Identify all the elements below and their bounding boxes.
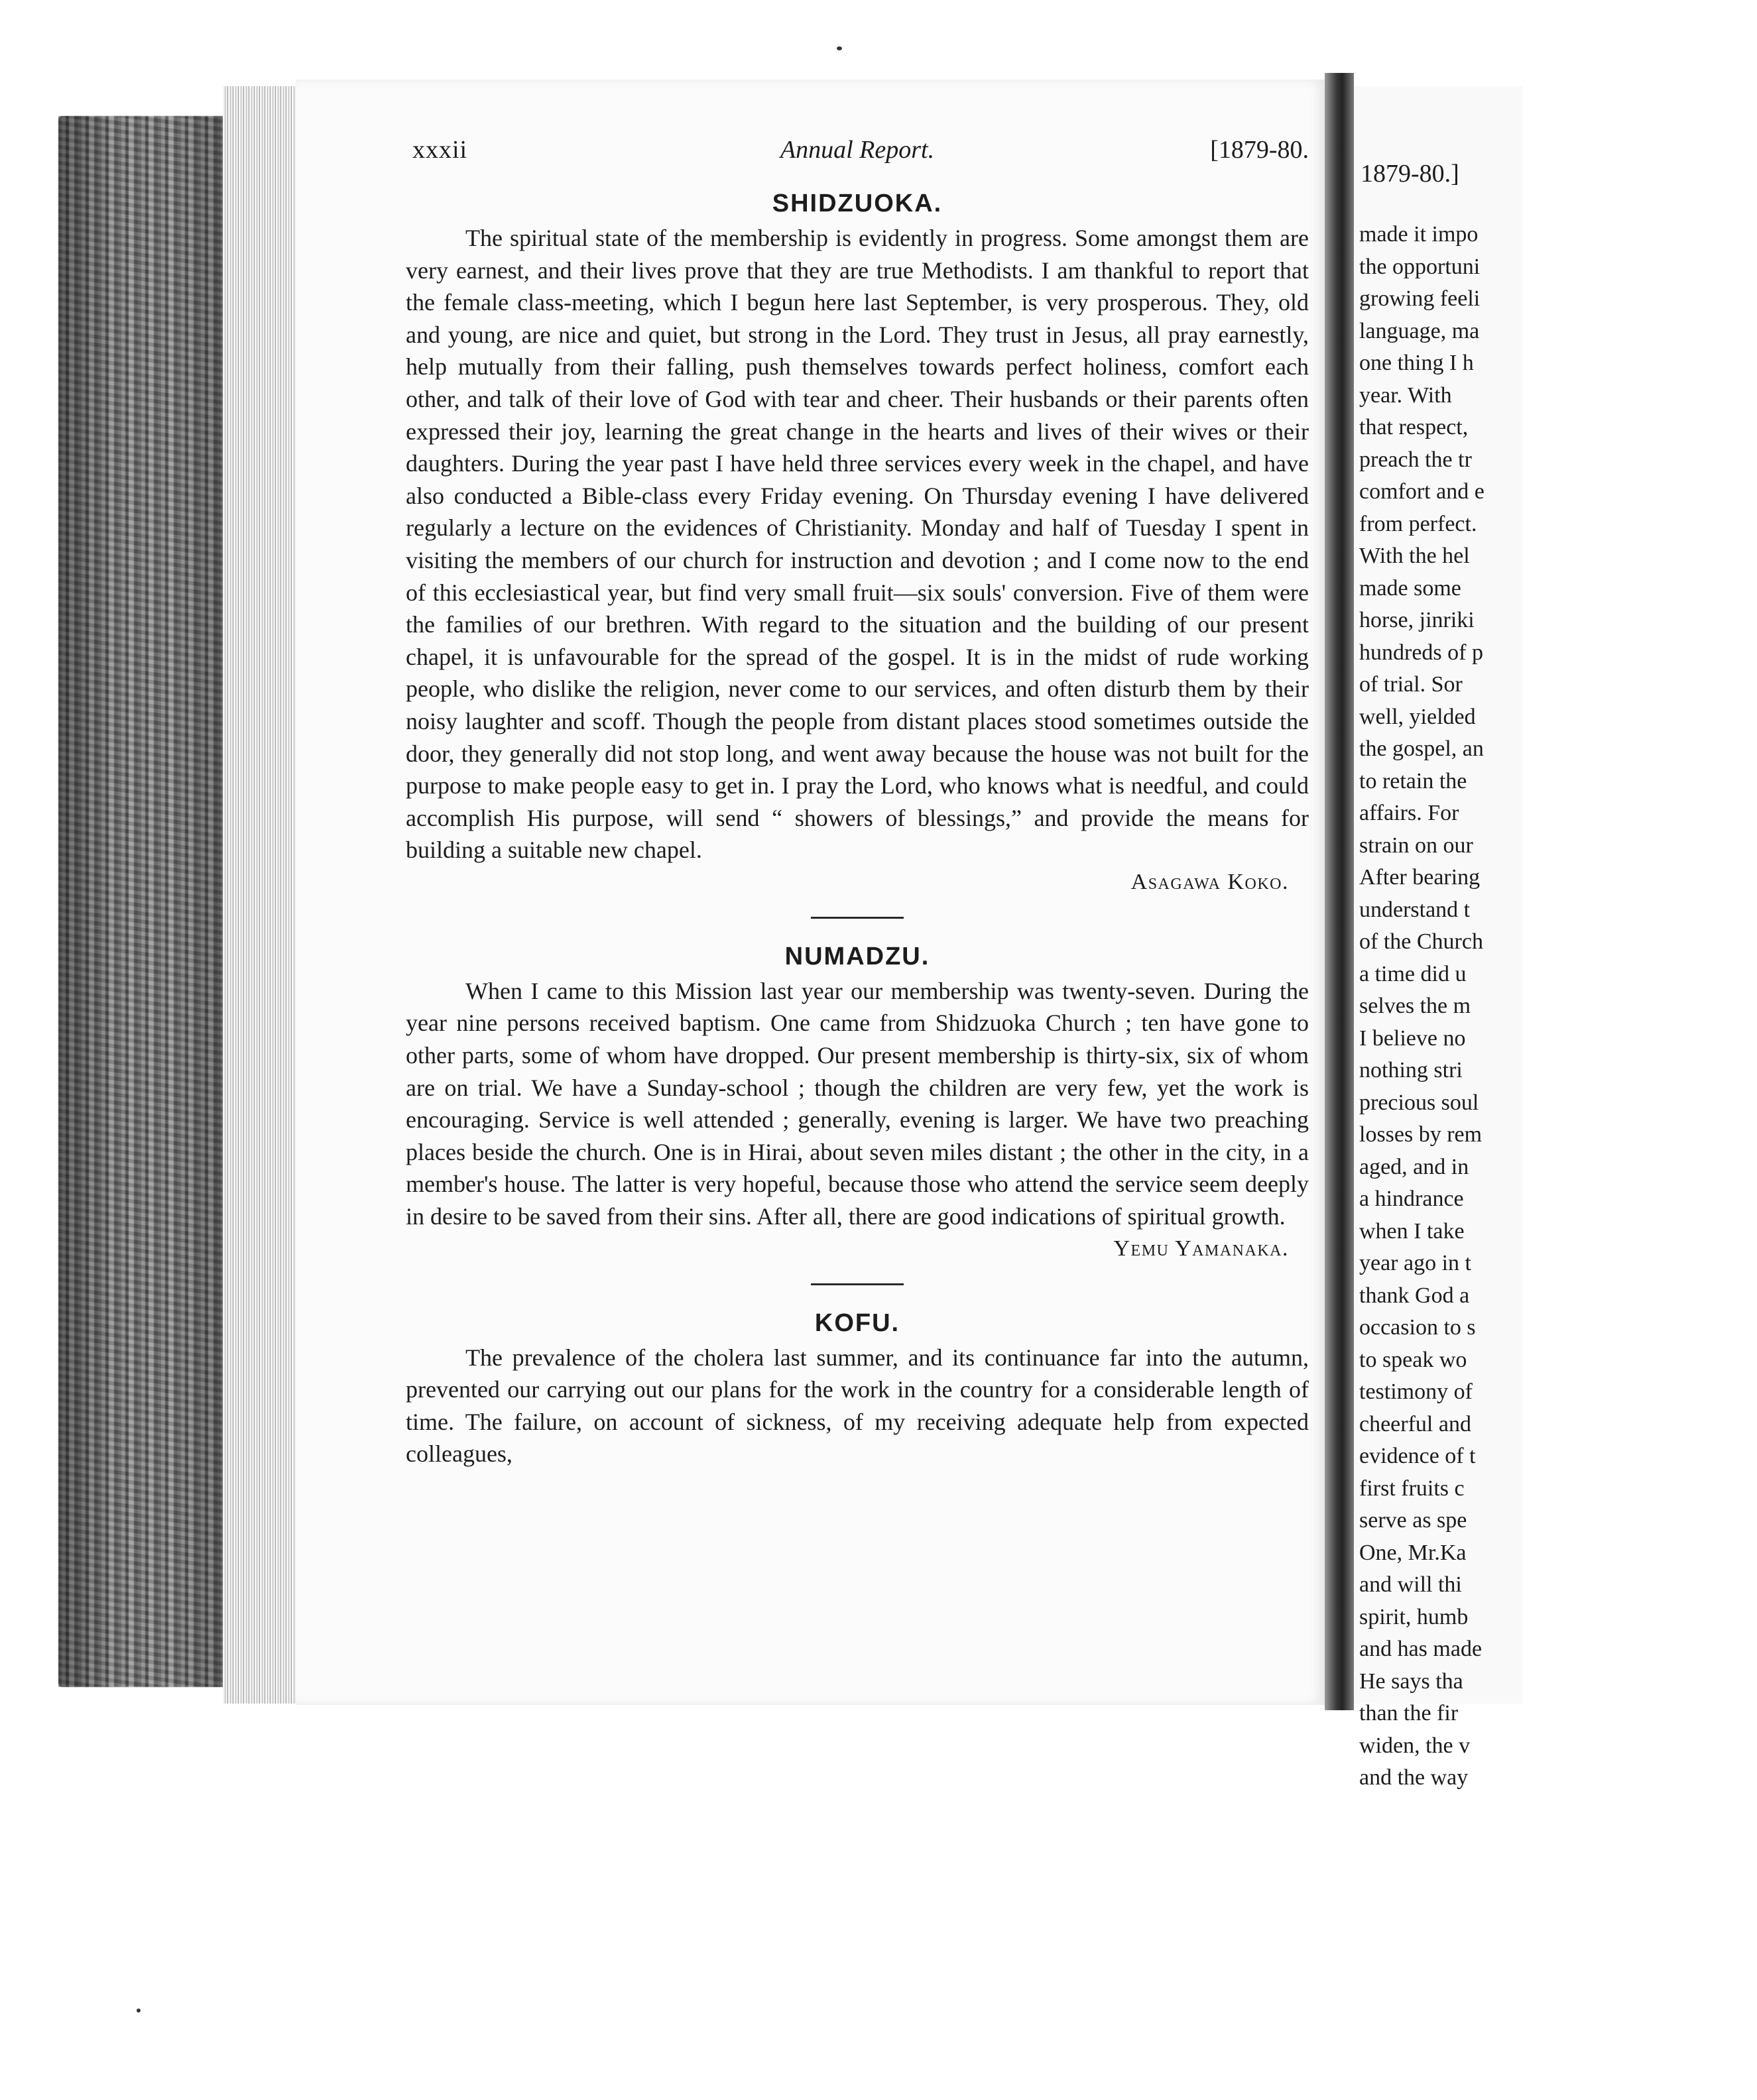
right-page-line: to retain the bbox=[1359, 768, 1467, 793]
right-page-line: when I take bbox=[1359, 1218, 1465, 1244]
right-page-line: of trial. Sor bbox=[1359, 672, 1463, 697]
right-page-line: After bearing bbox=[1359, 865, 1481, 890]
section-body-numadzu: When I came to this Mission last year our membership was twenty-seven. During the year nine persons received baptism. One came from Shidzuoka Church ; ten have gone to other parts, some of whom have dropped. Our present membership is thirty-six, six of whom are on trial. We have a Sunday-school ; though the children are very few, yet the work is encouraging. Service is well attended ; generally, evening is larger. We have two preaching places beside the church. One is in Hirai, about seven miles distant ; the other in the city, in a member's house. The latter is very hopeful, because those who attend the service seem deeply in desire to be saved from their sins. After all, there are good indications of spiritual growth. bbox=[406, 977, 1309, 1230]
right-page-line: made it impo bbox=[1359, 222, 1479, 247]
section-heading-kofu: KOFU. bbox=[814, 1309, 900, 1337]
fore-edge-shadow bbox=[58, 116, 225, 1687]
section-body-kofu: The prevalence of the cholera last summer, and its continuance far into the autumn, prevented our carrying out our plans for the work in the country for a considerable length of time. The failure, on account of sickness, of my receiving adequate help from expected colleagues, bbox=[406, 1344, 1309, 1468]
right-page-line: spirit, humb bbox=[1359, 1604, 1469, 1629]
running-year: [1879-80. bbox=[1210, 136, 1309, 164]
right-page-line: affairs. For bbox=[1359, 801, 1459, 825]
right-page-line: and the way bbox=[1359, 1765, 1469, 1790]
right-page-line: and has made bbox=[1359, 1637, 1483, 1661]
book-gutter bbox=[1325, 73, 1354, 1710]
right-page bbox=[1354, 86, 1522, 1790]
running-head bbox=[406, 129, 1309, 175]
section-divider bbox=[811, 1283, 904, 1285]
right-page-line: the gospel, an bbox=[1359, 736, 1484, 761]
right-page-line: He says tha bbox=[1359, 1668, 1463, 1694]
section-heading-shidzuoka: SHIDZUOKA. bbox=[772, 190, 943, 217]
right-page-line: serve as spe bbox=[1359, 1508, 1467, 1533]
right-page-line: that respect, bbox=[1359, 415, 1469, 439]
right-page-line: the opportuni bbox=[1359, 254, 1481, 279]
speck-mark bbox=[837, 46, 842, 50]
right-page-line: growing feeli bbox=[1359, 286, 1481, 311]
right-page-line: well, yielded bbox=[1359, 704, 1476, 729]
right-page-line: understand t bbox=[1359, 897, 1471, 922]
page-stack-edge bbox=[223, 86, 296, 1704]
signature-asagawa-koko: Asagawa Koko. bbox=[1130, 869, 1289, 894]
right-page-line: thank God a bbox=[1359, 1283, 1470, 1308]
right-page-line: of the Church bbox=[1359, 929, 1483, 954]
right-page-line: a time did u bbox=[1359, 961, 1467, 986]
section-divider bbox=[811, 917, 904, 919]
right-page-line: made some bbox=[1359, 575, 1461, 601]
right-page-line: year. With bbox=[1359, 382, 1452, 408]
running-title: Annual Report. bbox=[780, 136, 935, 164]
right-page-line: nothing stri bbox=[1359, 1058, 1463, 1082]
right-page-line: first fruits c bbox=[1359, 1476, 1465, 1501]
right-page-line: precious soul bbox=[1359, 1090, 1479, 1115]
section-body-shidzuoka: The spiritual state of the membership is evidently in progress. Some amongst them are very earnest, and their lives prove that they are true Methodists. I am thankful to report that the female class-meeting, which I begun here last September, is very prosperous. They, old and young, are nice and quiet, but strong in the Lord. They trust in Jesus, all pray earnestly, help mutually from their falling, push themselves towards perfect holiness, comfort each other, and talk of their love of God with tear and cheer. Their husbands or their parents often expressed their joy, learning the great change in the hearts and lives of their wives or their daughters. During the year past I have held three services every week in the chapel, and have also conducted a Bible-class every Friday evening. On Thursday evening I have delivered regularly a lecture on the evidences of Christianity. Monday and half of Tuesday I spent in visiting the members of our church for instruction and devotion ; and I come now to the end of this ecclesiastical year, but find very small fruit—six souls' conversion. Five of them were the families of our brethren. With regard to the situation and the building of our present chapel, it is unfavourable for the spread of the gospel. It is in the midst of rude working people, who dislike the religion, never come to our services, and often disturb them by their noisy laughter and scoff. Though the people from distant places stood sometimes outside the door, they generally did not stop long, and went away because the house was not built for the purpose to make people easy to get in. I pray the Lord, who knows what is needful, and could accomplish His purpose, will send “ showers of blessings,” and provide the means for building a suitable new chapel. bbox=[406, 225, 1309, 864]
right-page-line: language, ma bbox=[1359, 318, 1480, 343]
right-page-line: evidence of t bbox=[1359, 1444, 1476, 1468]
right-page-line: and will thi bbox=[1359, 1572, 1462, 1597]
right-page-line: hundreds of p bbox=[1359, 640, 1483, 665]
page-number: xxxii bbox=[412, 136, 468, 164]
right-page-line: comfort and e bbox=[1359, 479, 1484, 504]
right-page-line: to speak wo bbox=[1359, 1347, 1467, 1372]
right-page-text bbox=[1359, 219, 1757, 1794]
right-page-line: horse, jinriki bbox=[1359, 608, 1475, 632]
right-page-line: year ago in t bbox=[1359, 1251, 1471, 1275]
right-page-line: aged, and in bbox=[1359, 1154, 1469, 1179]
right-page-line: One, Mr.Ka bbox=[1359, 1540, 1467, 1565]
left-page-text bbox=[406, 129, 1309, 1470]
right-page-line: strain on our bbox=[1359, 833, 1473, 858]
right-page-line: selves the m bbox=[1359, 994, 1471, 1018]
section-heading-numadzu: NUMADZU. bbox=[784, 942, 930, 970]
right-page-line: losses by rem bbox=[1359, 1122, 1483, 1147]
right-page-line: preach the tr bbox=[1359, 447, 1472, 472]
speck-mark bbox=[137, 2009, 141, 2012]
right-page-line: With the hel bbox=[1359, 544, 1470, 568]
right-page-line: a hindrance bbox=[1359, 1187, 1464, 1211]
right-page-line: than the fir bbox=[1359, 1701, 1459, 1725]
right-running-year: 1879-80.] bbox=[1361, 160, 1459, 188]
right-page-line: I believe no bbox=[1359, 1025, 1466, 1051]
right-page-line: occasion to s bbox=[1359, 1315, 1476, 1340]
right-page-line: one thing I h bbox=[1359, 351, 1474, 375]
right-page-line: from perfect. bbox=[1359, 511, 1477, 536]
right-page-line: widen, the v bbox=[1359, 1733, 1471, 1758]
right-page-line: testimony of bbox=[1359, 1379, 1473, 1404]
right-page-line: cheerful and bbox=[1359, 1411, 1471, 1436]
signature-yemu-yamanaka: Yemu Yamanaka. bbox=[1113, 1236, 1289, 1261]
